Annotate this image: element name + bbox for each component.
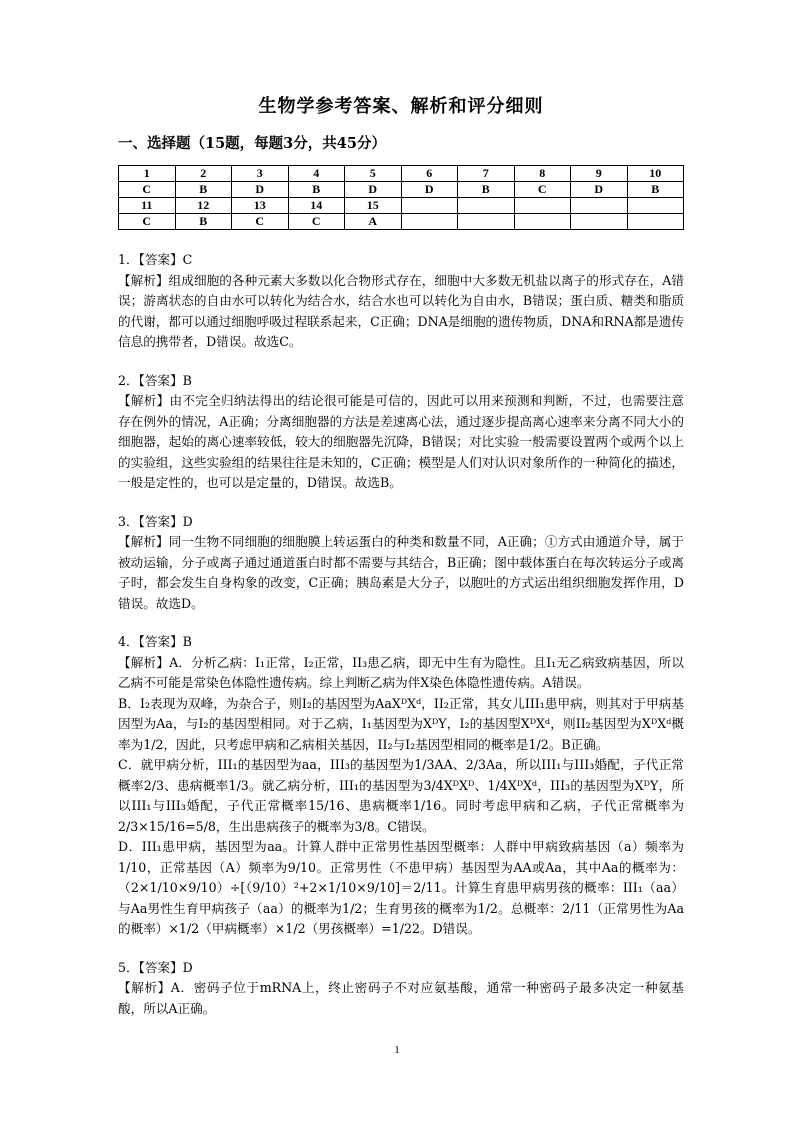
table-cell xyxy=(514,214,571,230)
answer-line: 4．【答案】B xyxy=(118,634,192,649)
document-page xyxy=(118,92,684,1037)
table-cell: 14 xyxy=(288,198,345,214)
answer-line: 1．【答案】C xyxy=(118,252,193,267)
question-block xyxy=(118,371,684,494)
table-row xyxy=(119,198,684,214)
explanation-paragraph: C．就甲病分析，III₁的基因型为aa，III₃的基因型为1/3AA、2/3Aa，所以III₁与III₃婚配，子代正常概率2/3、患病概率1/3。就乙病分析，III₁的基因型为3/4XᴰXᴰ、1/4XᴰXᵈ，III₃的基因型为XᴰY，所以III₁与III₃婚配，子代正常概率15/16、患病概率1/16。同时考虑甲病和乙病，子代正常概率为2/3×15/16=5/8，生出患病孩子的概率为3/8。C错误。 xyxy=(118,757,684,834)
question-block xyxy=(118,958,684,1020)
table-cell: 3 xyxy=(232,166,289,182)
table-cell: 8 xyxy=(514,166,571,182)
table-cell: D xyxy=(345,182,402,198)
section-heading: 一、选择题（15题，每题3分，共45分） xyxy=(118,135,386,152)
table-cell xyxy=(401,214,458,230)
table-cell: 12 xyxy=(175,198,232,214)
answer-line: 2．【答案】B xyxy=(118,372,192,388)
answer-line: 5．【答案】D xyxy=(118,959,193,975)
table-cell: 6 xyxy=(401,166,458,182)
table-cell: 13 xyxy=(232,198,289,214)
table-cell: D xyxy=(232,182,289,198)
table-cell xyxy=(514,198,571,214)
answer-line: 3．【答案】D xyxy=(118,513,193,529)
table-cell: D xyxy=(401,182,458,198)
question-block xyxy=(118,512,684,615)
table-row xyxy=(119,214,684,230)
table-cell: 11 xyxy=(119,198,176,214)
explanation-paragraph: 【解析】同一生物不同细胞的细胞膜上转运蛋白的种类和数量不同，A正确；①方式由通道介导，属于被动运输，分子或离子通过通道蛋白时都不需要与其结合，B正确；图中载体蛋白在每次转运分子或离子时，都会发生自身构象的改变，C正确；胰岛素是大分子，以胞吐的方式运出组织细胞发挥作用，D错误。故选D。 xyxy=(118,534,684,611)
table-cell: B xyxy=(175,182,232,198)
table-cell: 15 xyxy=(345,198,402,214)
question-block xyxy=(118,250,684,353)
table-cell xyxy=(627,214,684,230)
table-cell: 2 xyxy=(175,166,232,182)
table-cell: 9 xyxy=(571,166,628,182)
explanation-paragraph: D．III₁患甲病，基因型为aa。计算人群中正常男性基因型概率：人群中甲病致病基因（a）频率为1/10，正常基因（A）频率为9/10。正常男性（不患甲病）基因型为AA或Aa，其中Aa的概率为：（2×1/10×9/10）÷[（9/10）²+2×1/10×9/10]＝2/11。计算生育患甲病男孩的概率：III₁（aa）与Aa男性生育甲病孩子（aa）的概率为1/2；生育男孩的概率为1/2。总概率：2/11（正常男性为Aa的概率）×1/2（甲病概率）×1/2（男孩概率）=1/22。D错误。 xyxy=(118,839,684,936)
page-title: 生物学参考答案、解析和评分细则 xyxy=(258,96,544,117)
table-cell xyxy=(571,198,628,214)
table-cell xyxy=(458,198,515,214)
table-cell: B xyxy=(175,214,232,230)
table-cell: 7 xyxy=(458,166,515,182)
question-list xyxy=(118,250,684,1019)
table-cell xyxy=(401,198,458,214)
table-cell xyxy=(458,214,515,230)
table-cell: B xyxy=(627,182,684,198)
explanation-paragraph: 【解析】由不完全归纳法得出的结论很可能是可信的，因此可以用来预测和判断，不过，也需要注意存在例外的情况，A正确；分离细胞器的方法是差速离心法，通过逐步提高离心速率来分离不同大小的细胞器，起始的离心速率较低，较大的细胞器先沉降，B错误；对比实验一般需要设置两个或两个以上的实验组，这些实验组的结果往往是未知的，C正确；模型是人们对认识对象所作的一种简化的描述，一般是定性的，也可以是定量的，D错误。故选B。 xyxy=(118,393,684,490)
table-cell: C xyxy=(119,182,176,198)
table-row xyxy=(119,166,684,182)
page-number: 1 xyxy=(394,1044,400,1056)
table-cell: C xyxy=(119,214,176,230)
table-row xyxy=(119,182,684,198)
question-block xyxy=(118,632,684,940)
explanation-paragraph: 【解析】A．分析乙病：I₁正常，I₂正常，II₃患乙病，即无中生有为隐性。且I₁无乙病致病基因，所以乙病不可能是常染色体隐性遗传病。综上判断乙病为伴X染色体隐性遗传病。A错误。 xyxy=(118,654,684,690)
explanation-paragraph: 【解析】组成细胞的各种元素大多数以化合物形式存在，细胞中大多数无机盐以离子的形式存在，A错误；游离状态的自由水可以转化为结合水，结合水也可以转化为自由水，B错误；蛋白质、糖类和脂质的代谢，都可以通过细胞呼吸过程联系起来，C正确；DNA是细胞的遗传物质，DNA和RNA都是遗传信息的携带者，D错误。故选C。 xyxy=(118,272,684,349)
table-cell xyxy=(627,198,684,214)
table-cell: A xyxy=(345,214,402,230)
table-cell: 5 xyxy=(345,166,402,182)
table-cell: B xyxy=(288,182,345,198)
table-cell: 10 xyxy=(627,166,684,182)
table-cell: 1 xyxy=(119,166,176,182)
table-cell: D xyxy=(571,182,628,198)
explanation-paragraph: B．I₂表现为双峰，为杂合子，则I₂的基因型为AaXᴰXᵈ，II₂正常，其女儿III₁患甲病，则其对于甲病基因型为Aa，与I₂的基因型相同。对于乙病，I₁基因型为XᴰY，I₂的基因型XᴰXᵈ，则II₂基因型为XᴰXᵈ概率为1/2，因此，只考虑甲病和乙病相关基因，II₂与I₂基因型相同的概率是1/2。B正确。 xyxy=(118,695,684,752)
table-cell: B xyxy=(458,182,515,198)
answer-table xyxy=(118,165,684,230)
table-cell: C xyxy=(288,214,345,230)
table-cell: C xyxy=(232,214,289,230)
explanation-paragraph: 【解析】A．密码子位于mRNA上，终止密码子不对应氨基酸，通常一种密码子最多决定一种氨基酸，所以A正确。 xyxy=(118,980,684,1016)
table-cell xyxy=(571,214,628,230)
table-cell: 4 xyxy=(288,166,345,182)
table-cell: C xyxy=(514,182,571,198)
